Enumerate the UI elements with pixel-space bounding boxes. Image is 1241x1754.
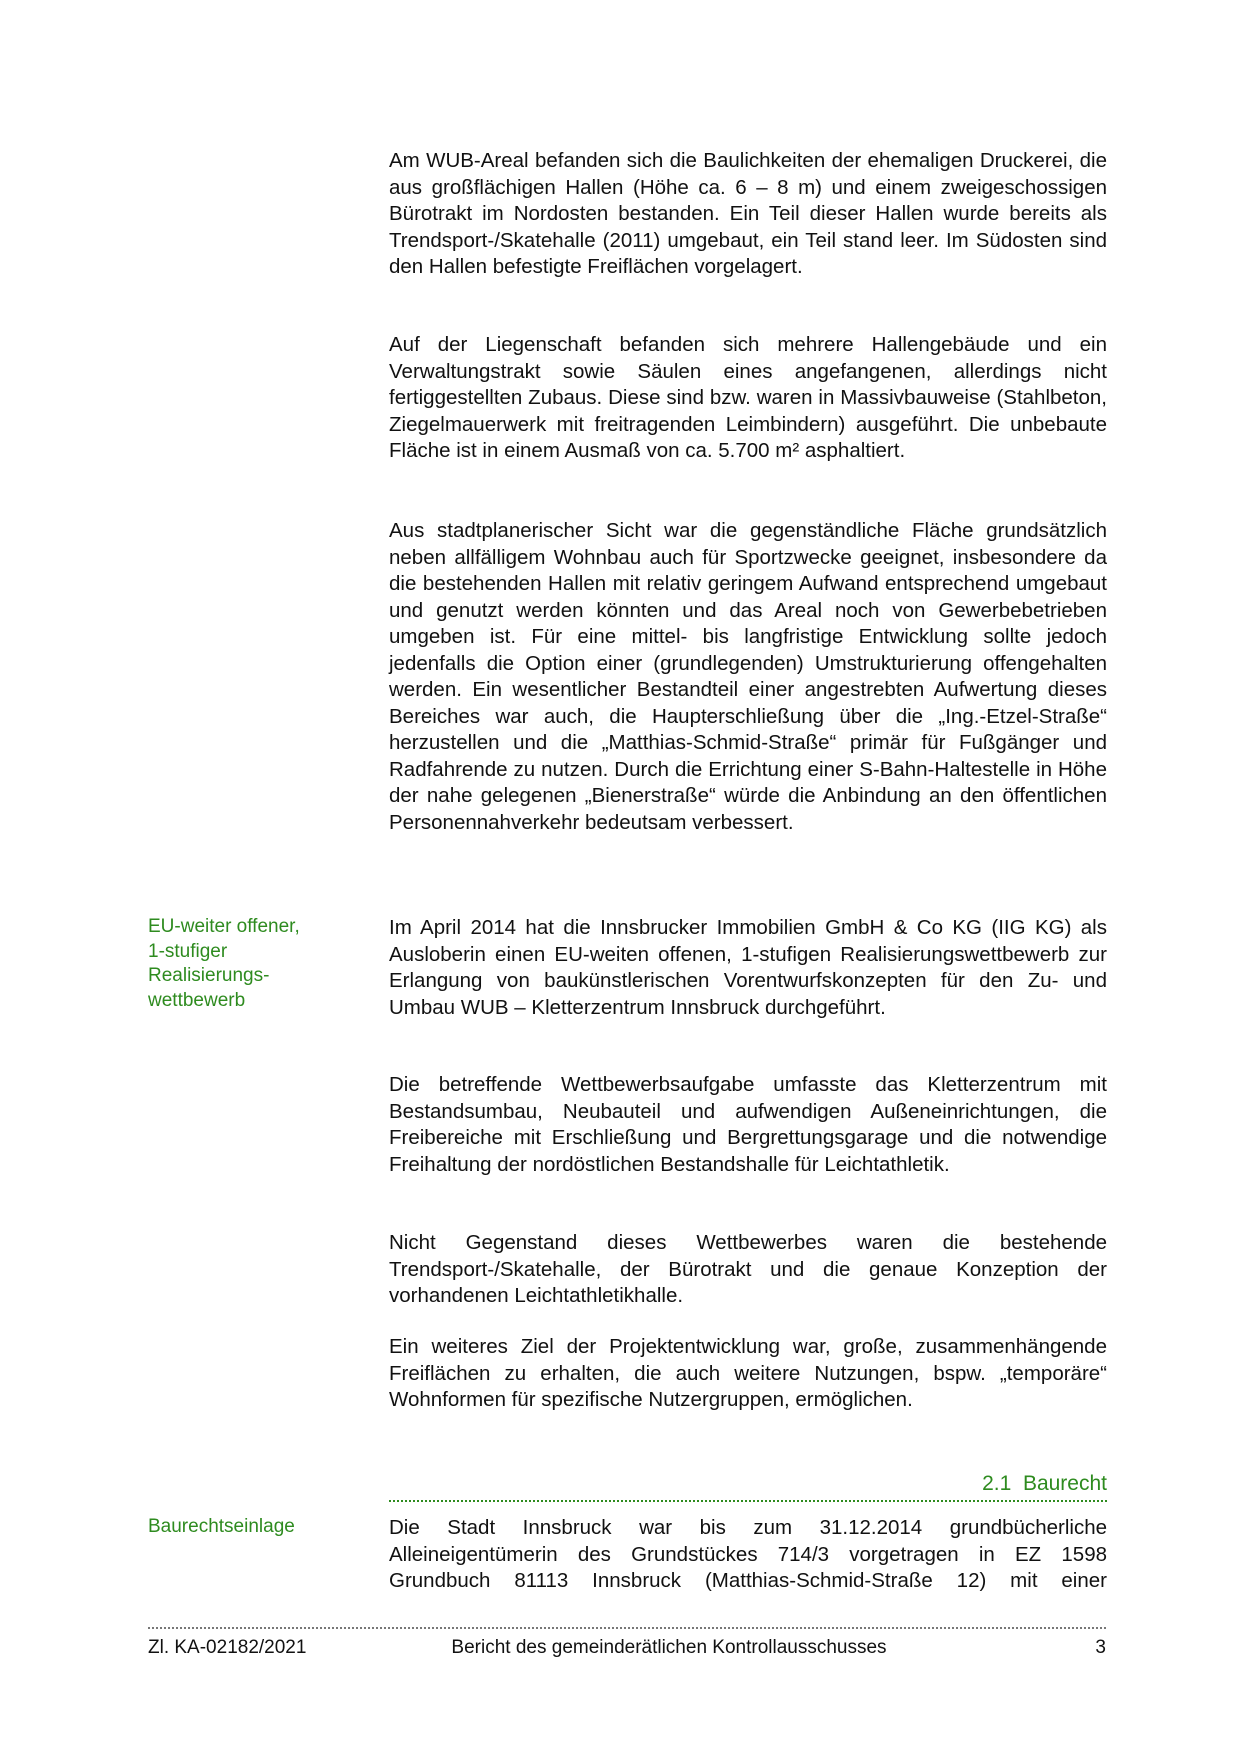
paragraph-text: Aus stadtplanerischer Sicht war die gegenständliche Fläche grundsätzlich neben allfälligem Wohnbau auch für Sportzwecke geeignet, insbesondere da die bestehenden Hallen mit relativ geringem Aufwand entsprechend umgebaut und genutzt werden könnten und das Areal noch von Gewerbebetrieben umgeben ist. Für eine mittel- bis langfristige Entwicklung sollte jedoch jedenfalls die Option einer (grundlegenden) Umstrukturierung offengehalten werden. Ein wesentlicher Bestandteil einer angestrebten Aufwertung dieses Bereiches war auch, die Haupterschließung über die „Ing.-Etzel-Straße“ herzustellen und die „Matthias-Schmid-Straße“ primär für Fußgänger und Radfahrende zu nutzen. Durch die Errichtung einer S-Bahn-Haltestelle in Höhe der nahe gelegenen „Bienerstraße“ würde die Anbindung an den öffentlichen Personennahverkehr bedeutsam verbessert. <box>389 519 1107 834</box>
margin-note-line: Baurechtseinlage <box>148 1516 295 1537</box>
paragraph-text: Die betreffende Wettbewerbsaufgabe umfasste das Kletterzentrum mit Bestandsumbau, Neubauteil und aufwendigen Außeneinrichtungen, die Freibereiche mit Erschließung und Bergrettungsgarage und die notwendige Freihaltung der nordöstlichen Bestandshalle für Leichtathletik. <box>389 1073 1107 1176</box>
paragraph-text: Die Stadt Innsbruck war bis zum 31.12.2014 grundbücherliche Alleineigentümerin des Grundstückes 714/3 vorgetragen in EZ 1598 Grundbuch 81113 Innsbruck (Matthias-Schmid-Straße 12) mit einer <box>389 1516 1107 1592</box>
paragraph-text: Nicht Gegenstand dieses Wettbewerbes waren die bestehende Trendsport-/Skatehalle, der Bürotrakt und die genaue Konzeption der vorhandenen Leichtathletikhalle. <box>389 1231 1107 1307</box>
paragraph-liegenschaft <box>389 332 1107 465</box>
margin-note-line: 1-stufiger <box>148 940 228 962</box>
margin-note-wettbewerb <box>148 915 348 1013</box>
paragraph-wettbewerb <box>389 915 1107 1021</box>
paragraph-wettbewerbsaufgabe <box>389 1072 1107 1178</box>
paragraph-projektziel <box>389 1334 1107 1414</box>
paragraph-text: Ein weiteres Ziel der Projektentwicklung war, große, zusammenhängende Freiflächen zu erhalten, die auch weitere Nutzungen, bspw. „temporäre“ Wohnformen für spezifische Nutzergruppen, ermöglichen. <box>389 1335 1107 1411</box>
paragraph-text: Auf der Liegenschaft befanden sich mehrere Hallengebäude und ein Verwaltungstrakt sowie Säulen eines angefangenen, allerdings nicht fertiggestellten Zubaus. Diese sind bzw. waren in Massivbauweise (Stahlbeton, Ziegelmauerwerk mit freitragenden Leimbindern) ausgeführt. Die unbebaute Fläche ist in einem Ausmaß von ca. 5.700 m² asphaltiert. <box>389 333 1107 462</box>
footer-divider <box>148 1627 1106 1629</box>
paragraph-wub-areal <box>389 148 1107 281</box>
section-heading <box>389 1470 1107 1498</box>
paragraph-baurecht <box>389 1515 1107 1595</box>
footer-reference: Zl. KA-02182/2021 <box>148 1637 307 1658</box>
paragraph-text: Im April 2014 hat die Innsbrucker Immobilien GmbH & Co KG (IIG KG) als Ausloberin einen EU-weiten offenen, 1-stufigen Realisierungswettbewerb zur Erlangung von baukünstlerischen Vorentwurfskonzepten für den Zu- und Umbau WUB – Kletterzentrum Innsbruck durchgeführt. <box>389 916 1107 1019</box>
paragraph-stadtplanung <box>389 518 1107 836</box>
page-number: 3 <box>1095 1637 1106 1658</box>
margin-note-baurecht <box>148 1515 348 1540</box>
margin-note-line: EU-weiter offener, <box>148 916 300 937</box>
footer-title: Bericht des gemeinderätlichen Kontrollausschusses <box>451 1637 887 1658</box>
paragraph-nicht-gegenstand <box>389 1230 1107 1310</box>
margin-note-line: wettbewerb <box>148 989 246 1011</box>
margin-note-line: Realisierungs- <box>148 965 270 986</box>
section-divider <box>389 1500 1107 1502</box>
paragraph-text: Am WUB-Areal befanden sich die Baulichkeiten der ehemaligen Druckerei, die aus großflächigen Hallen (Höhe ca. 6 – 8 m) und einem zweigeschossigen Bürotrakt im Nordosten bestanden. Ein Teil dieser Hallen wurde bereits als Trendsport-/Skatehalle (2011) umgebaut, ein Teil stand leer. Im Südosten sind den Hallen befestigte Freiflächen vorgelagert. <box>389 149 1107 278</box>
section-number: 2.1 <box>982 1472 1012 1495</box>
section-title: Baurecht <box>1022 1472 1107 1495</box>
